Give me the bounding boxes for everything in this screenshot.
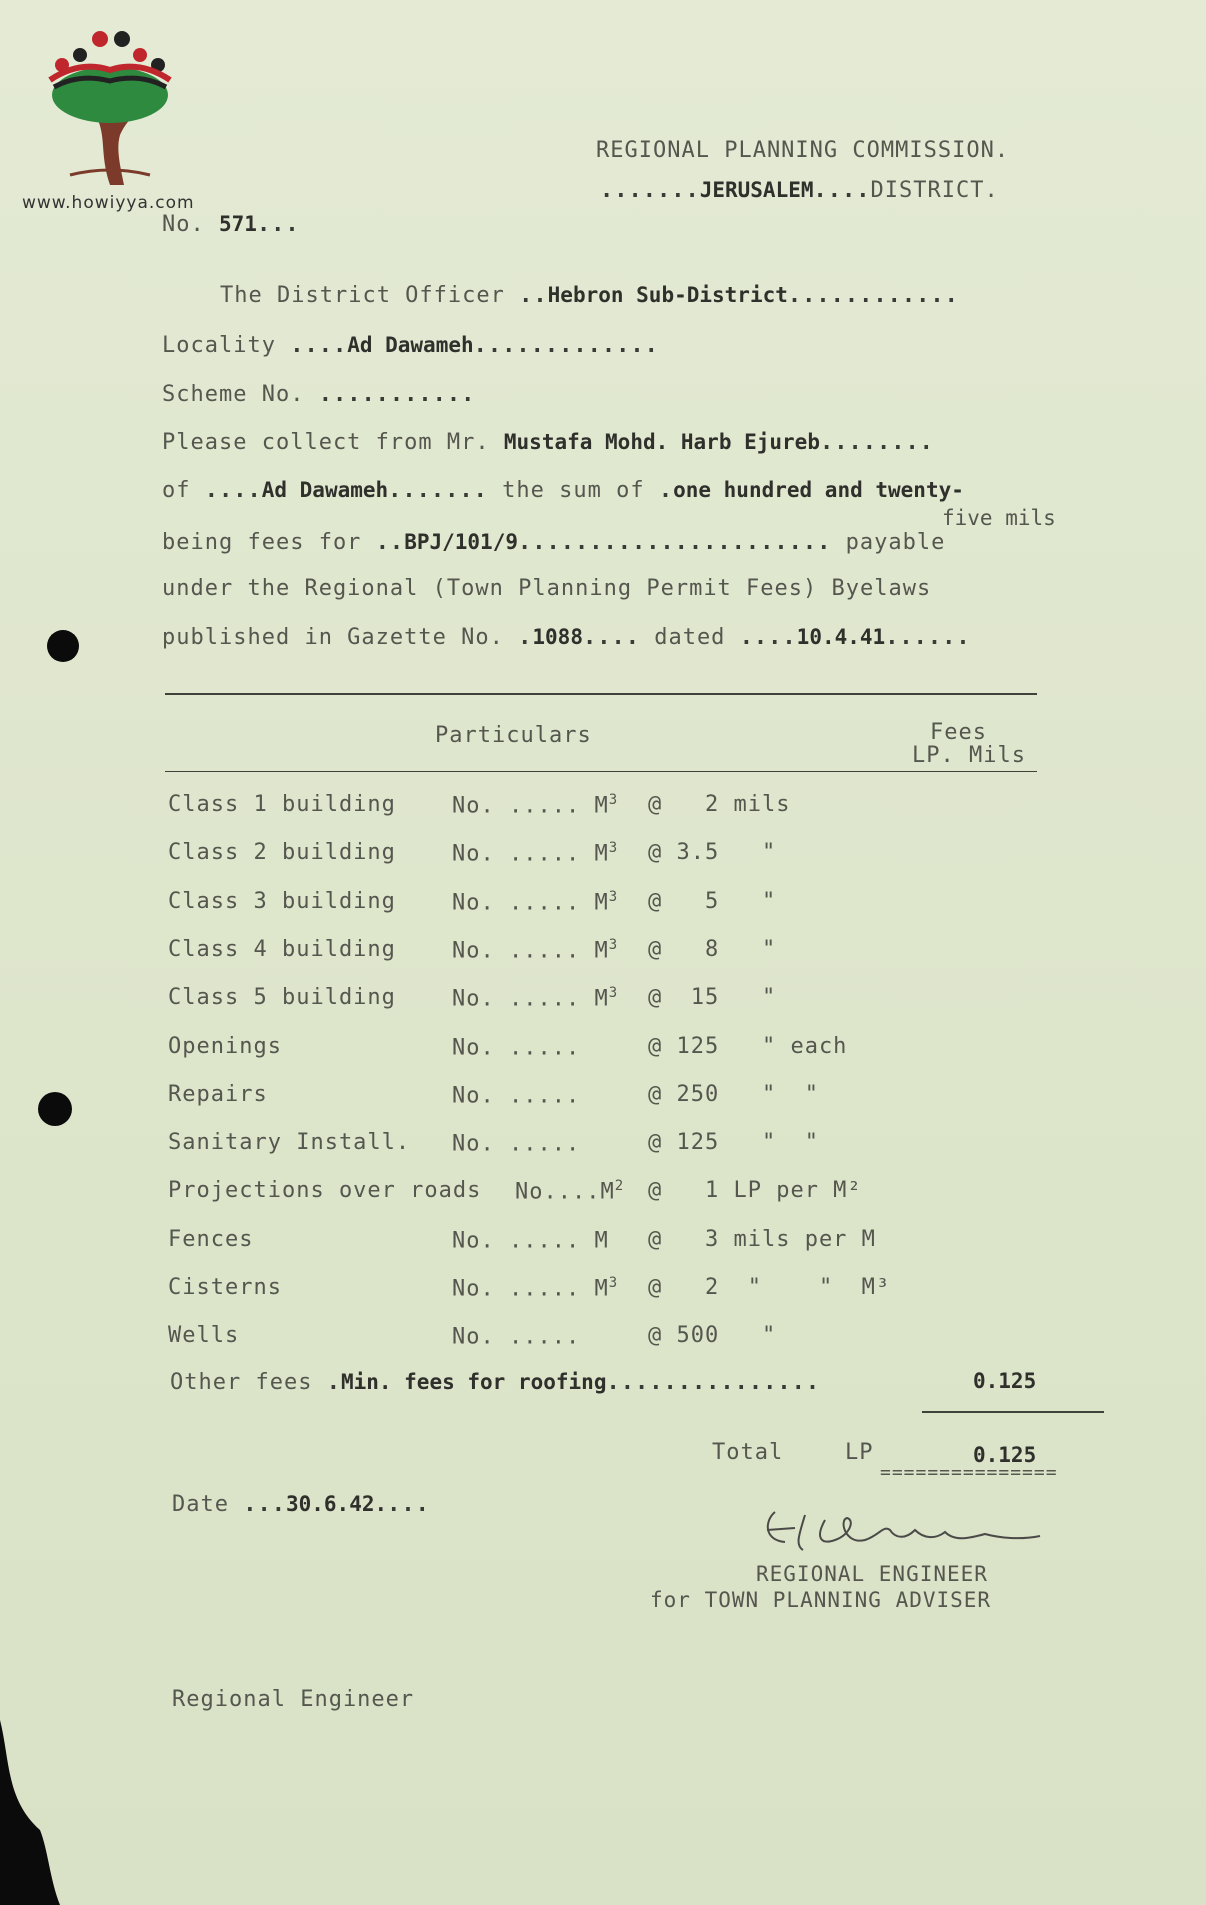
dated-label: dated: [654, 625, 726, 650]
district-value: JERUSALEM: [699, 178, 814, 202]
fee-row-quantity-text: No. .....: [452, 1324, 581, 1350]
fee-row-name: Openings: [168, 1034, 282, 1059]
fee-row-unit-exponent: 3: [608, 1275, 619, 1291]
other-fees-label: Other fees: [170, 1370, 313, 1395]
table-header-rule: [165, 771, 1037, 772]
collect-label: Please collect from Mr.: [162, 430, 490, 455]
fee-row-quantity-text: No. ..... M: [452, 841, 609, 867]
fee-row-unit-exponent: 3: [608, 985, 619, 1001]
fee-row-rate: @ 3 mils per M: [648, 1227, 876, 1252]
other-fees-value: Min. fees for roofing: [340, 1370, 607, 1394]
locality-line: Locality ....Ad Dawameh.............: [162, 333, 659, 358]
subtotal-rule: [922, 1411, 1104, 1413]
being-fees-line: being fees for ..BPJ/101/9...................... payable: [162, 530, 946, 555]
fee-row-unit-exponent: 3: [608, 840, 619, 856]
fee-row-unit-exponent: 2: [614, 1178, 625, 1194]
total-unit: LP: [845, 1440, 874, 1465]
fee-row-quantity: [452, 1034, 580, 1060]
fee-row-name: Fences: [168, 1227, 254, 1252]
other-fees-line: Other fees .Min. fees for roofing...............: [170, 1370, 821, 1395]
fee-row-quantity: [452, 1323, 580, 1349]
number-line: No. 571...: [162, 212, 300, 237]
fee-row-rate: @ 250 " ": [648, 1082, 819, 1107]
fee-row-rate: @ 500 ": [648, 1323, 777, 1348]
engineer-signature-icon: [755, 1490, 1045, 1560]
fee-row-rate: @ 125 " ": [648, 1130, 819, 1155]
fee-row-quantity-text: No. ..... M: [452, 1228, 609, 1254]
table-top-rule: [165, 693, 1037, 695]
being-label: being fees for: [162, 530, 362, 555]
fee-row-quantity: [452, 985, 618, 1011]
fee-row-quantity: [452, 792, 618, 818]
gazette-line: published in Gazette No. .1088.... dated ....10.4.41......: [162, 625, 971, 650]
fee-row-name: Class 3 building: [168, 889, 396, 914]
date-line: Date ...30.6.42....: [172, 1492, 430, 1517]
payable-label: payable: [845, 530, 946, 555]
fee-row-name: Class 1 building: [168, 792, 396, 817]
other-fees-amount: 0.125: [973, 1369, 1037, 1393]
fee-row-quantity: [452, 1130, 580, 1156]
total-amount: 0.125: [973, 1443, 1037, 1467]
fee-row-rate: @ 8 ": [648, 937, 777, 962]
scheme-label: Scheme No.: [162, 382, 305, 407]
bylaws-line: under the Regional (Town Planning Permit Fees) Byelaws: [162, 576, 932, 601]
gazette-value: 1088: [532, 625, 583, 649]
fee-row-name: Class 4 building: [168, 937, 396, 962]
fee-row-unit-exponent: 3: [608, 889, 619, 905]
date-value: 30.6.42.: [285, 1492, 388, 1516]
fee-row-rate: @ 2 " " M³: [648, 1275, 891, 1300]
regional-engineer-title: REGIONAL ENGINEER: [756, 1562, 988, 1586]
fees-units-header: LP. Mils: [912, 743, 1026, 768]
fee-row-rate: @ 5 ": [648, 889, 777, 914]
fee-row-quantity: [452, 840, 618, 866]
fee-row-name: Wells: [168, 1323, 240, 1348]
fee-row-quantity: [452, 1082, 580, 1108]
fee-row-name: Class 5 building: [168, 985, 396, 1010]
collect-line: Please collect from Mr. Mustafa Mohd. Harb Ejureb........: [162, 430, 934, 455]
date-label: Date: [172, 1492, 229, 1517]
gazette-label: published in Gazette No.: [162, 625, 504, 650]
of-label: of: [162, 478, 191, 503]
total-double-underline: ===============: [880, 1462, 1058, 1483]
fee-row-quantity-text: No....M: [515, 1179, 615, 1205]
regional-engineer-footer: Regional Engineer: [172, 1687, 415, 1712]
fees-header: Fees: [930, 720, 987, 745]
locality-value: Ad Dawameh: [347, 333, 474, 357]
fee-row-name: Repairs: [168, 1082, 268, 1107]
of-value: Ad Dawameh: [261, 478, 389, 502]
fee-row-quantity: [452, 889, 618, 915]
sum-value: one hundred and twenty-: [673, 478, 964, 502]
sum-value-continued: five mils: [942, 506, 1056, 530]
fee-row-unit-exponent: 3: [608, 937, 619, 953]
officer-label: The District Officer: [220, 283, 505, 308]
fee-row-quantity: [452, 1275, 618, 1301]
fee-row-quantity: [452, 1227, 609, 1253]
locality-label: Locality: [162, 333, 276, 358]
fee-row-quantity: [452, 937, 618, 963]
punch-hole-icon: [47, 630, 79, 662]
particulars-header: Particulars: [435, 723, 592, 748]
sum-label: the sum of: [502, 478, 645, 503]
fee-row-name: Cisterns: [168, 1275, 282, 1300]
total-label: Total: [712, 1440, 784, 1465]
number-value: 571: [219, 212, 257, 236]
fee-row-quantity-text: No. ..... M: [452, 938, 609, 964]
fee-row-rate: @ 15 ": [648, 985, 777, 1010]
fee-row-name: Class 2 building: [168, 840, 396, 865]
fee-row-quantity-text: No. ..... M: [452, 1276, 609, 1302]
fee-row-rate: @ 1 LP per M²: [648, 1178, 862, 1203]
howiyya-tree-logo-icon: [40, 25, 180, 190]
watermark-site[interactable]: www.howiyya.com: [22, 193, 195, 213]
officer-value: Hebron Sub-District: [547, 283, 788, 307]
torn-edge-icon: [0, 1720, 70, 1905]
fee-row-quantity-text: No. ..... M: [452, 890, 609, 916]
fee-row-quantity-text: No. .....: [452, 1131, 581, 1157]
district-line: .......JERUSALEM....DISTRICT.: [600, 178, 999, 203]
collect-value: Mustafa Mohd. Harb Ejureb: [503, 430, 820, 454]
planning-adviser-title: for TOWN PLANNING ADVISER: [650, 1588, 992, 1612]
fee-row-unit-exponent: 3: [608, 792, 619, 808]
fee-row-rate: @ 3.5 ": [648, 840, 777, 865]
of-line: of ....Ad Dawameh....... the sum of .one hundred and twenty-: [162, 478, 964, 503]
district-label: DISTRICT.: [870, 178, 999, 203]
punch-hole-icon: [38, 1092, 72, 1126]
dated-value: 10.4.41: [796, 625, 886, 649]
fee-row-quantity-text: No. .....: [452, 1083, 581, 1109]
fee-row-rate: @ 2 mils: [648, 792, 791, 817]
number-label: No.: [162, 212, 205, 237]
scheme-line: Scheme No. ...........: [162, 382, 476, 407]
fee-row-quantity-text: No. .....: [452, 1035, 581, 1061]
commission-title: REGIONAL PLANNING COMMISSION.: [596, 138, 1010, 163]
fee-row-quantity-text: No. ..... M: [452, 793, 609, 819]
fee-row-name: Projections over roads: [168, 1178, 482, 1203]
fee-row-quantity: [515, 1178, 624, 1204]
being-value: BPJ/101/9: [404, 530, 518, 554]
fee-row-rate: @ 125 " each: [648, 1034, 848, 1059]
fee-row-quantity-text: No. ..... M: [452, 986, 609, 1012]
fee-row-name: Sanitary Install.: [168, 1130, 411, 1155]
district-officer-line: The District Officer ..Hebron Sub-District............: [220, 283, 959, 308]
